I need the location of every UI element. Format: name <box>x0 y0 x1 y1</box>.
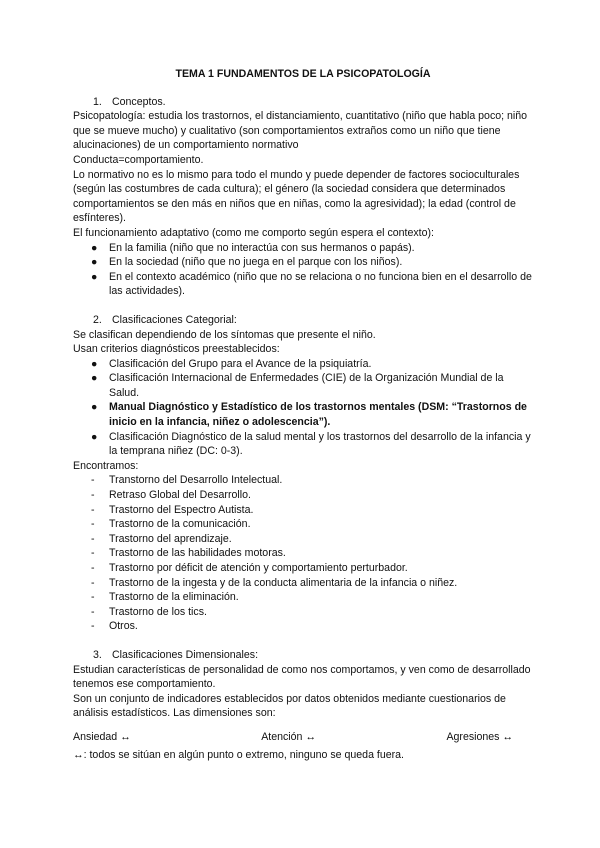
list-item: - Trastorno de las habilidades motoras. <box>91 547 286 560</box>
list-item: - Trastorno de los tics. <box>91 605 207 618</box>
dash-icon: - <box>91 605 95 618</box>
section-number: 1. <box>93 95 102 108</box>
list-item: - Otros. <box>91 620 138 633</box>
paragraph: Psicopatología: estudia los trastornos, el distanciamiento, cuantitativo (niño que habla poco; niño que se mueve mucho) y cualitativo (son comportamientos extraños como un niño que tiene alucinaciones) de un comportamiento normativo <box>73 110 528 152</box>
list-item: ● Clasificación del Grupo para el Avance de la psiquiatría. <box>91 357 372 370</box>
list-item: ● Manual Diagnóstico y Estadístico de los trastornos mentales (DSM: “Trastornos de inicio en la infancia, niñez o adolescencia”). <box>91 401 527 429</box>
list-item: - Trastorno de la ingesta y de la conducta alimentaria de la infancia o niñez. <box>91 576 458 589</box>
dash-icon: - <box>91 591 95 604</box>
bullet-icon: ● <box>91 430 98 443</box>
section-title: Clasificaciones Dimensionales: <box>112 648 259 661</box>
list-item: - Transtorno del Desarrollo Intelectual. <box>91 474 283 487</box>
bullet-icon: ● <box>91 270 98 283</box>
bullet-icon: ● <box>91 372 98 385</box>
dash-icon: - <box>91 503 95 516</box>
section-2-heading <box>93 313 533 328</box>
dash-icon: - <box>91 474 95 487</box>
list-item: ● En la familia (niño que no interactúa con sus hermanos o papás). <box>91 241 415 254</box>
section-number: 3. <box>93 648 102 661</box>
list-item: - Trastorno de la eliminación. <box>91 591 239 604</box>
paragraph: El funcionamiento adaptativo (como me comporto según espera el contexto): <box>73 226 434 239</box>
section-title: Clasificaciones Categorial: <box>112 313 237 326</box>
dimension-anxiety: Ansiedad ↔ <box>73 730 131 743</box>
dash-icon: - <box>91 576 95 589</box>
bullet-icon: ● <box>91 241 98 254</box>
paragraph: Son un conjunto de indicadores establecidos por datos obtenidos mediante cuestionarios de análisis estadísticos. Las dimensiones son: <box>73 692 506 720</box>
list-item: ● En la sociedad (niño que no juega en el parque con los niños). <box>91 256 403 269</box>
paragraph: Se clasifican dependiendo de los síntomas que presente el niño. <box>73 328 376 341</box>
paragraph: Lo normativo no es lo mismo para todo el mundo y puede depender de factores socioculturales (según las costumbres de cada cultura); el género (la sociedad considera que determinados comportamientos se den más en niños que en niñas, como la agresividad); la edad (control de esfínteres). <box>73 168 520 225</box>
paragraph: Estudian características de personalidad de como nos comportamos, y ven como de desarrollado tenemos ese comportamiento. <box>73 663 531 691</box>
dimensions-row <box>73 730 513 745</box>
bullet-icon: ● <box>91 401 98 414</box>
list-item: ● Clasificación Internacional de Enfermedades (CIE) de la Organización Mundial de la Salud. <box>91 372 504 399</box>
dash-icon: - <box>91 620 95 633</box>
paragraph: Usan criterios diagnósticos preestablecidos: <box>73 343 280 356</box>
list-item: - Trastorno de la comunicación. <box>91 518 251 531</box>
document-page <box>73 67 533 762</box>
list-item: - Trastorno del Espectro Autista. <box>91 503 254 516</box>
bullet-list <box>73 241 533 299</box>
dimensions-note: ↔: todos se sitúan en algún punto o extremo, ninguno se queda fuera. <box>73 748 404 761</box>
dimension-aggression: Agresiones ↔ <box>446 730 513 743</box>
dash-icon: - <box>91 532 95 545</box>
bullet-icon: ● <box>91 357 98 370</box>
list-item: - Retraso Global del Desarrollo. <box>91 489 251 502</box>
paragraph: Conducta=comportamiento. <box>73 153 204 166</box>
section-number: 2. <box>93 313 102 326</box>
dash-list <box>73 473 533 634</box>
dash-icon: - <box>91 518 95 531</box>
bullet-icon: ● <box>91 256 98 269</box>
section-1-heading <box>93 95 533 110</box>
list-item: - Trastorno del aprendizaje. <box>91 532 232 545</box>
dash-icon: - <box>91 489 95 502</box>
document-title: TEMA 1 FUNDAMENTOS DE LA PSICOPATOLOGÍA <box>175 68 431 80</box>
section-3-heading <box>93 648 533 663</box>
bullet-list <box>73 357 533 459</box>
section-title: Conceptos. <box>112 95 166 108</box>
list-item: ● En el contexto académico (niño que no se relaciona o no funciona bien en el desarrollo de las actividades). <box>91 270 532 298</box>
dash-icon: - <box>91 562 95 574</box>
list-item: ● Clasificación Diagnóstico de la salud mental y los trastornos del desarrollo de la infancia y la temprana niñez (DC: 0-3). <box>91 430 531 458</box>
dash-icon: - <box>91 547 95 560</box>
list-item: - Trastorno por déficit de atención y comportamiento perturbador. <box>91 562 408 574</box>
paragraph: Encontramos: <box>73 459 139 472</box>
dimension-attention: Atención ↔ <box>261 730 316 743</box>
